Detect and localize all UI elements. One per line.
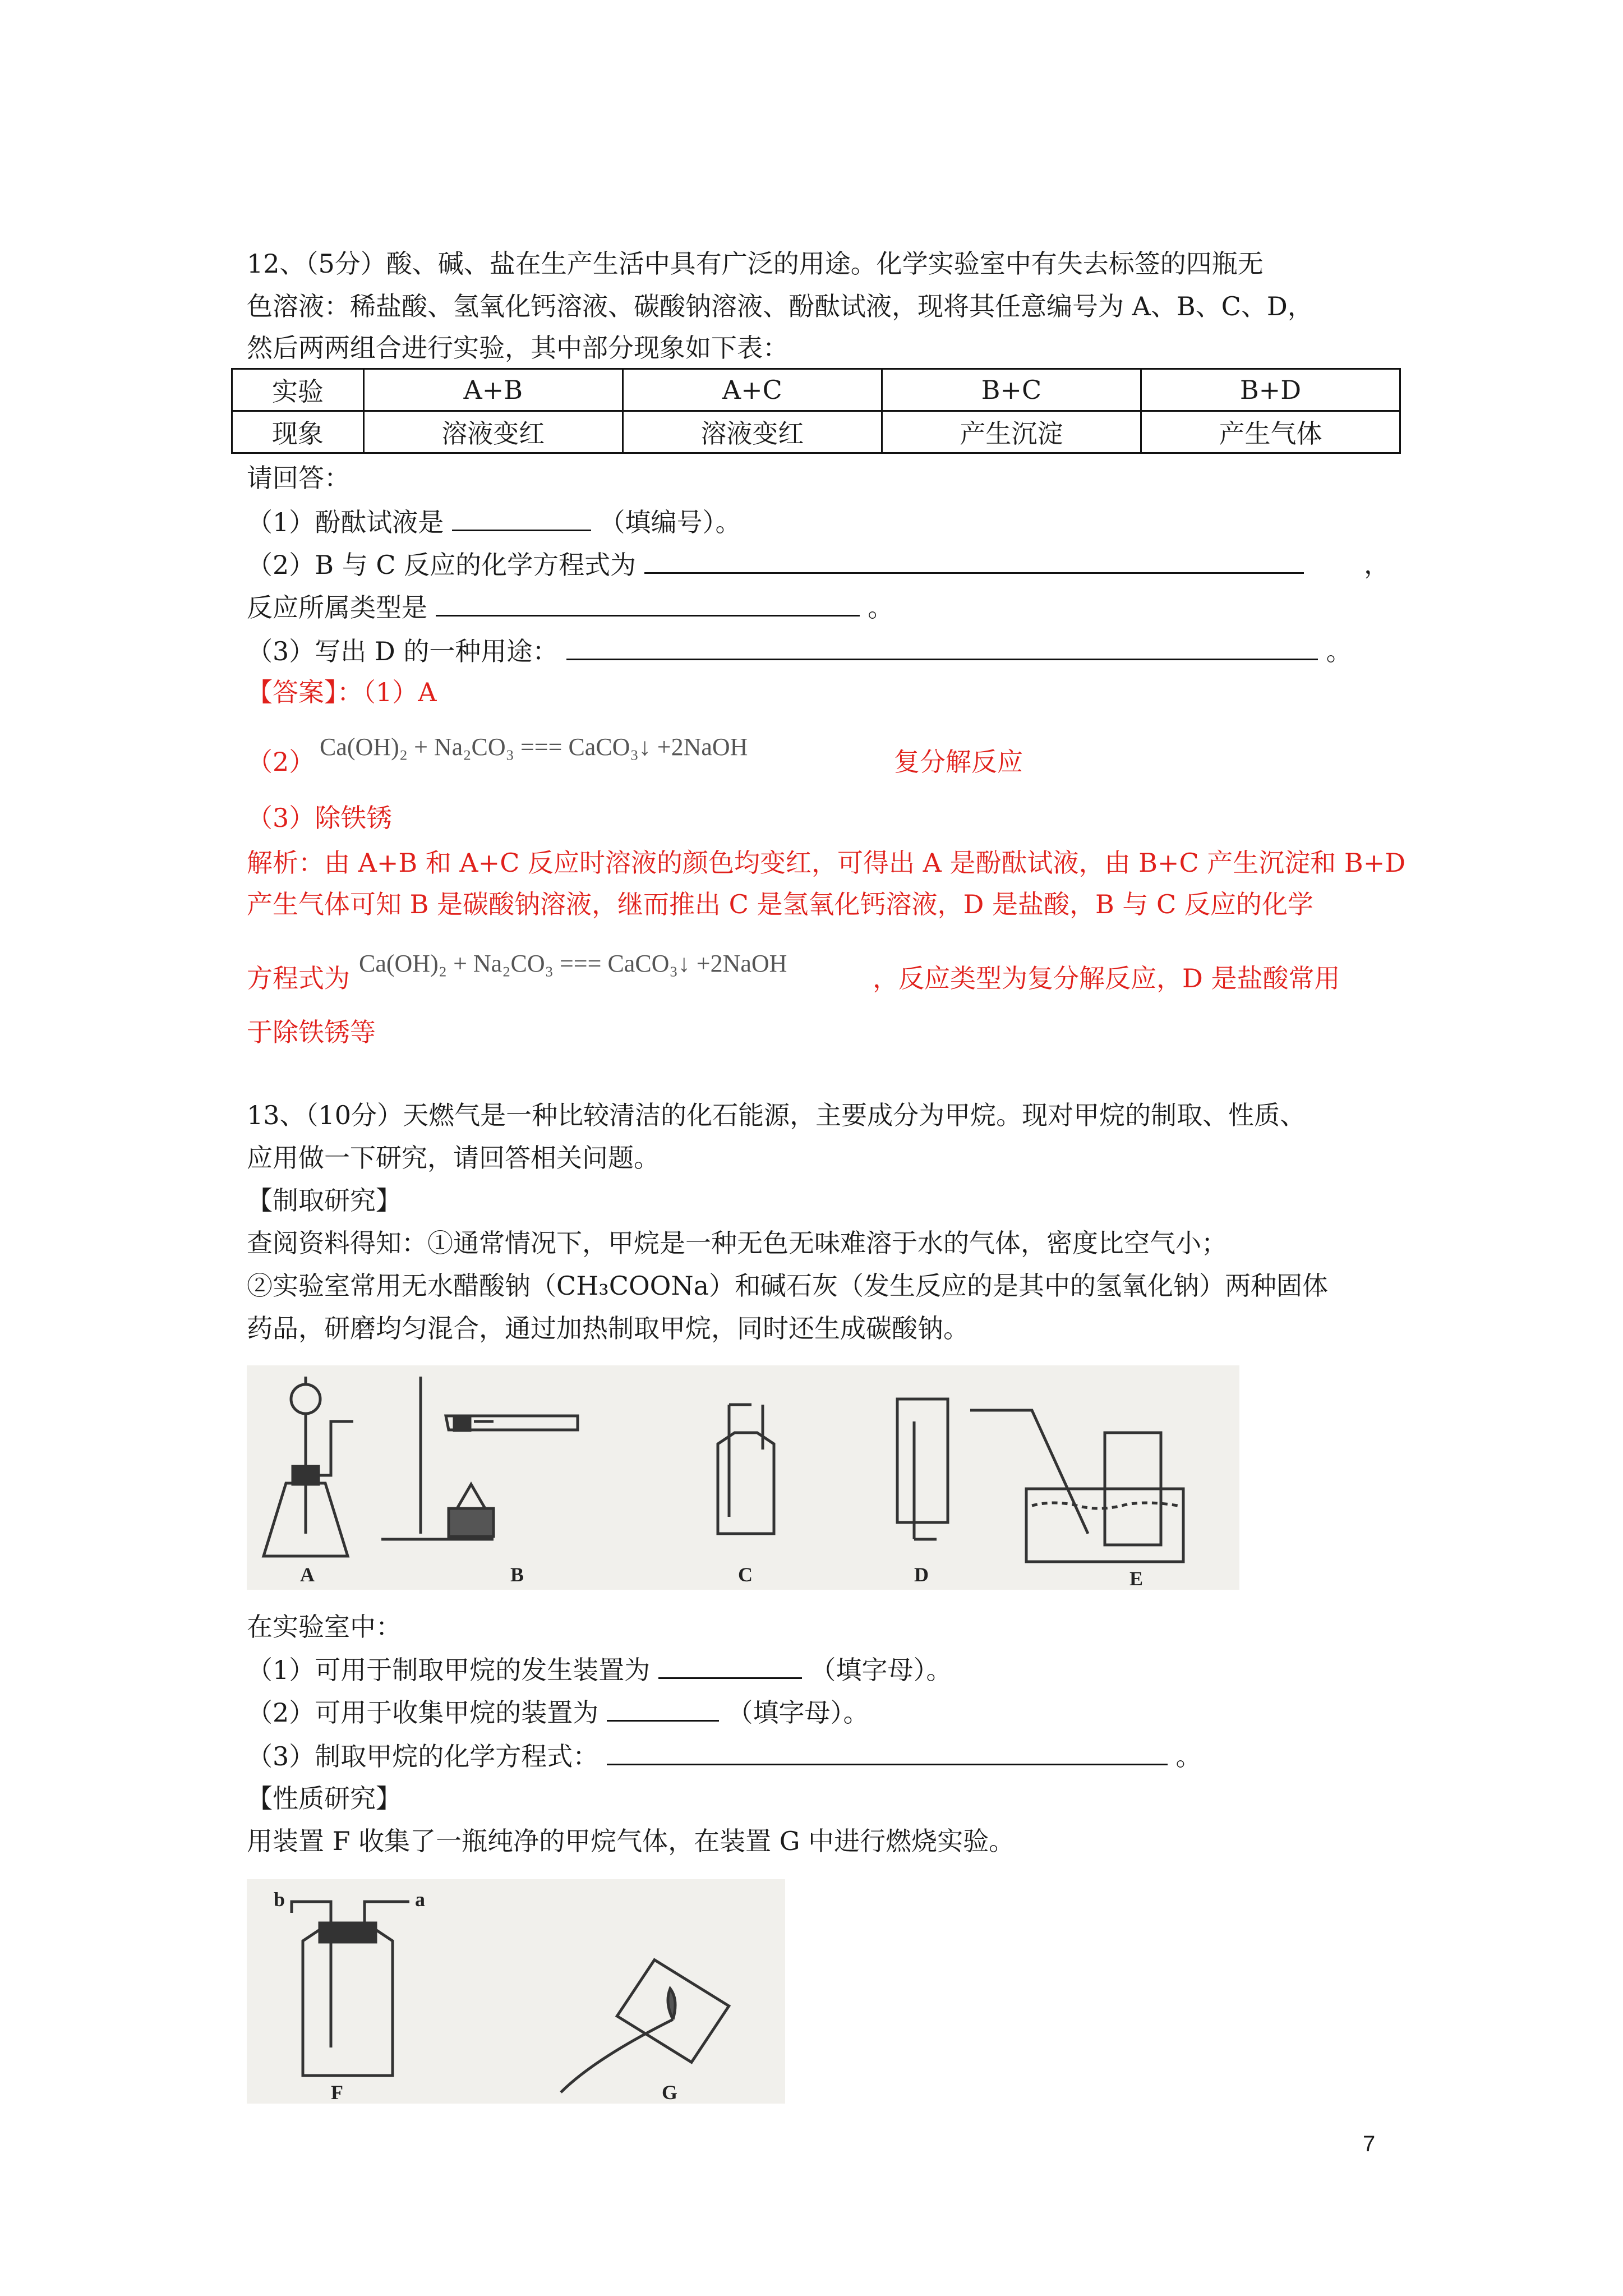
figure-label: C bbox=[738, 1563, 753, 1586]
q12-sub2b-end: 。 bbox=[868, 592, 894, 623]
analysis-line4: 于除铁锈等 bbox=[247, 1017, 376, 1047]
table-cell: B+C bbox=[882, 369, 1141, 411]
answer-blank[interactable] bbox=[452, 505, 591, 531]
q13-sub1-hint: （填字母）。 bbox=[810, 1655, 952, 1685]
answer-blank[interactable] bbox=[607, 1695, 719, 1722]
figure-label: D bbox=[914, 1563, 929, 1586]
section-preparation: 【制取研究】 bbox=[247, 1185, 402, 1216]
figure-label: b bbox=[274, 1888, 285, 1911]
answer-blank[interactable] bbox=[607, 1739, 1168, 1765]
equation-image: Ca(OH)₂ + Na₂CO₃ === CaCO₃↓ +2NaOH bbox=[359, 950, 787, 977]
figure-label: F bbox=[331, 2081, 343, 2104]
experiment-table bbox=[231, 368, 1401, 454]
table-cell: 溶液变红 bbox=[363, 411, 623, 453]
q13-sub1 bbox=[247, 1653, 952, 1687]
q12-sub2 bbox=[247, 547, 1304, 582]
answer-blank[interactable] bbox=[644, 547, 1304, 574]
info-line3: 药品，研磨均匀混合，通过加热制取甲烷，同时还生成碳酸钠。 bbox=[247, 1313, 969, 1343]
q12-sub3 bbox=[247, 634, 1352, 668]
figure-label: E bbox=[1129, 1567, 1144, 1590]
q12-sub2-comma: ， bbox=[1364, 549, 1390, 579]
q12-sub3-end: 。 bbox=[1326, 636, 1352, 666]
answer2-type: 复分解反应 bbox=[894, 747, 1023, 777]
q12-line3: 然后两两组合进行实验，其中部分现象如下表： bbox=[247, 333, 789, 363]
table-cell: A+C bbox=[623, 369, 882, 411]
figure-label: G bbox=[662, 2081, 678, 2104]
q13-sub1-text: （1）可用于制取甲烷的发生装置为 bbox=[247, 1655, 651, 1685]
q12-line2: 色溶液：稀盐酸、氢氧化钙溶液、碳酸钠溶液、酚酞试液，现将其任意编号为 A、B、C、D， bbox=[247, 291, 1313, 321]
q13-sub2-text: （2）可用于收集甲烷的装置为 bbox=[247, 1697, 599, 1728]
table-cell: 产生沉淀 bbox=[882, 411, 1141, 453]
q12-sub1-text: （1）酚酞试液是 bbox=[247, 507, 444, 537]
analysis-line1: 解析：由 A+B 和 A+C 反应时溶液的颜色均变红，可得出 A 是酚酞试液，由 B+C 产生沉淀和 B+D bbox=[247, 848, 1406, 878]
table-cell: 溶液变红 bbox=[623, 411, 882, 453]
q12-line1: 12、（5分）酸、碱、盐在生产生活中具有广泛的用途。化学实验室中有失去标签的四瓶无 bbox=[247, 249, 1264, 279]
table-row bbox=[232, 369, 1400, 411]
q12-sub1 bbox=[247, 505, 741, 539]
table-cell: 产生气体 bbox=[1141, 411, 1400, 453]
info-line2: ②实验室常用无水醋酸钠（CH₃COONa）和碱石灰（发生反应的是其中的氢氧化钠）两种固体 bbox=[247, 1271, 1329, 1301]
section-properties: 【性质研究】 bbox=[247, 1783, 402, 1814]
table-cell: 现象 bbox=[232, 411, 364, 453]
table-cell: A+B bbox=[363, 369, 623, 411]
answer2-prefix: （2） bbox=[247, 747, 315, 777]
lab-intro: 在实验室中： bbox=[247, 1612, 402, 1642]
q12-sub2-text: （2）B 与 C 反应的化学方程式为 bbox=[247, 550, 637, 580]
q12-sub1-hint: （填编号）。 bbox=[599, 507, 741, 537]
table-cell: 实验 bbox=[232, 369, 364, 411]
q13-sub2 bbox=[247, 1695, 869, 1729]
q13-line2: 应用做一下研究，请回答相关问题。 bbox=[247, 1143, 660, 1173]
table-cell: B+D bbox=[1141, 369, 1400, 411]
analysis-line3a: 方程式为 bbox=[247, 963, 350, 993]
q13-line1: 13、（10分）天燃气是一种比较清洁的化石能源，主要成分为甲烷。现对甲烷的制取、性质、 bbox=[247, 1100, 1306, 1130]
answer-blank[interactable] bbox=[436, 590, 860, 616]
q13-sub3 bbox=[247, 1739, 1202, 1773]
properties-line1: 用装置 F 收集了一瓶纯净的甲烷气体，在装置 G 中进行燃烧实验。 bbox=[247, 1826, 1015, 1856]
analysis-line3b: ，反应类型为复分解反应，D 是盐酸常用 bbox=[873, 963, 1340, 993]
analysis-line2: 产生气体可知 B 是碳酸钠溶液，继而推出 C 是氢氧化钙溶液，D 是盐酸，B 与 C 反应的化学 bbox=[247, 889, 1313, 919]
q13-sub3-end: 。 bbox=[1175, 1741, 1202, 1772]
q12-sub3-text: （3）写出 D 的一种用途： bbox=[247, 636, 559, 666]
equation-image: Ca(OH)₂ + Na₂CO₃ === CaCO₃↓ +2NaOH bbox=[320, 733, 748, 761]
apparatus-figure-ae bbox=[247, 1365, 1239, 1590]
answer-blank[interactable] bbox=[658, 1653, 802, 1679]
page-number: 7 bbox=[1363, 2132, 1376, 2156]
figure-label: B bbox=[510, 1563, 524, 1586]
q12-sub2b bbox=[247, 590, 893, 624]
table-row bbox=[232, 411, 1400, 453]
figure-label: A bbox=[300, 1563, 315, 1586]
figure-label: a bbox=[415, 1888, 425, 1911]
answer-blank[interactable] bbox=[566, 634, 1318, 660]
answer3: （3）除铁锈 bbox=[247, 803, 393, 833]
answer-label: 【答案】：（1）A bbox=[247, 677, 437, 707]
q13-sub2-hint: （填字母）。 bbox=[727, 1697, 869, 1728]
apparatus-figure-fg bbox=[247, 1879, 785, 2104]
q12-prompt: 请回答： bbox=[247, 463, 350, 493]
q12-sub2b-text: 反应所属类型是 bbox=[247, 592, 427, 623]
info-line1: 查阅资料得知：①通常情况下，甲烷是一种无色无味难溶于水的气体，密度比空气小； bbox=[247, 1228, 1227, 1258]
q13-sub3-text: （3）制取甲烷的化学方程式： bbox=[247, 1741, 599, 1772]
